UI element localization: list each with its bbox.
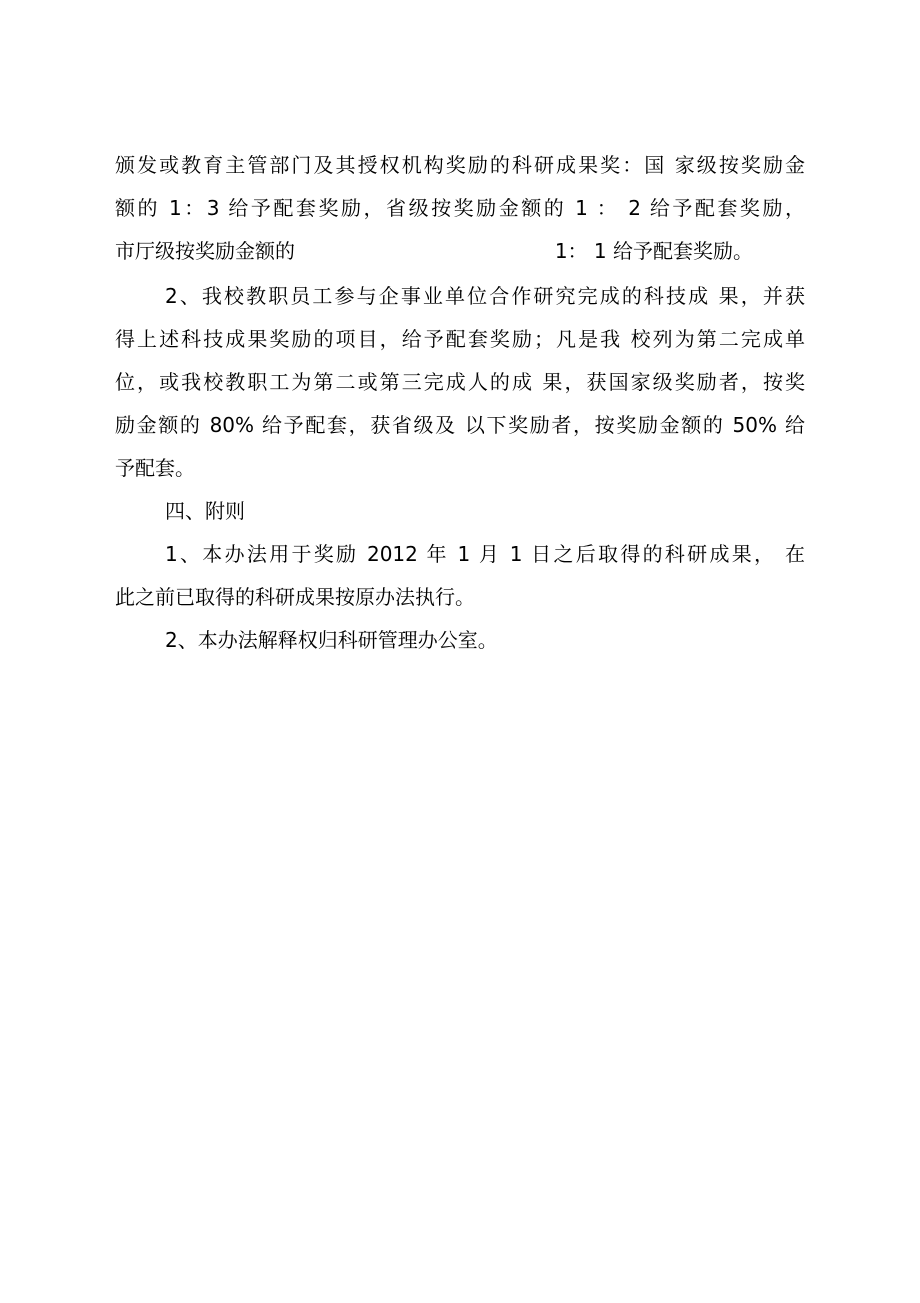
item-2-line: 位，或我校教职工为第二或第三完成人的成 果，获国家级奖励者，按奖 bbox=[115, 370, 805, 394]
item-2-line: 励金额的 80% 给予配套，获省级及 以下奖励者，按奖励金额的 50% 给 bbox=[115, 413, 805, 437]
paragraph-line: 颁发或教育主管部门及其授权机构奖励的科研成果奖：国 家级按奖励金 bbox=[115, 153, 805, 177]
paragraph-line: 额的 1：3 给予配套奖励，省级按奖励金额的 1 ： 2 给予配套奖励， bbox=[115, 196, 805, 220]
rule-1-line: 此之前已取得的科研成果按原办法执行。 bbox=[115, 585, 475, 609]
item-2-line: 予配套。 bbox=[115, 456, 195, 480]
rule-1-line: 1、本办法用于奖励 2012 年 1 月 1 日之后取得的科研成果， 在 bbox=[165, 542, 805, 566]
paragraph-line-right: 1： 1 给予配套奖励。 bbox=[554, 239, 753, 263]
item-2-line: 得上述科技成果奖励的项目，给予配套奖励；凡是我 校列为第二完成单 bbox=[115, 327, 805, 351]
paragraph-line bbox=[115, 237, 805, 265]
rule-2-line: 2、本办法解释权归科研管理办公室。 bbox=[165, 628, 498, 652]
item-2-line: 2、我校教职员工参与企事业单位合作研究完成的科技成 果，并获 bbox=[165, 284, 805, 308]
paragraph-line-left: 市厅级按奖励金额的 bbox=[115, 239, 295, 263]
section-4-heading: 四、附则 bbox=[165, 499, 245, 523]
